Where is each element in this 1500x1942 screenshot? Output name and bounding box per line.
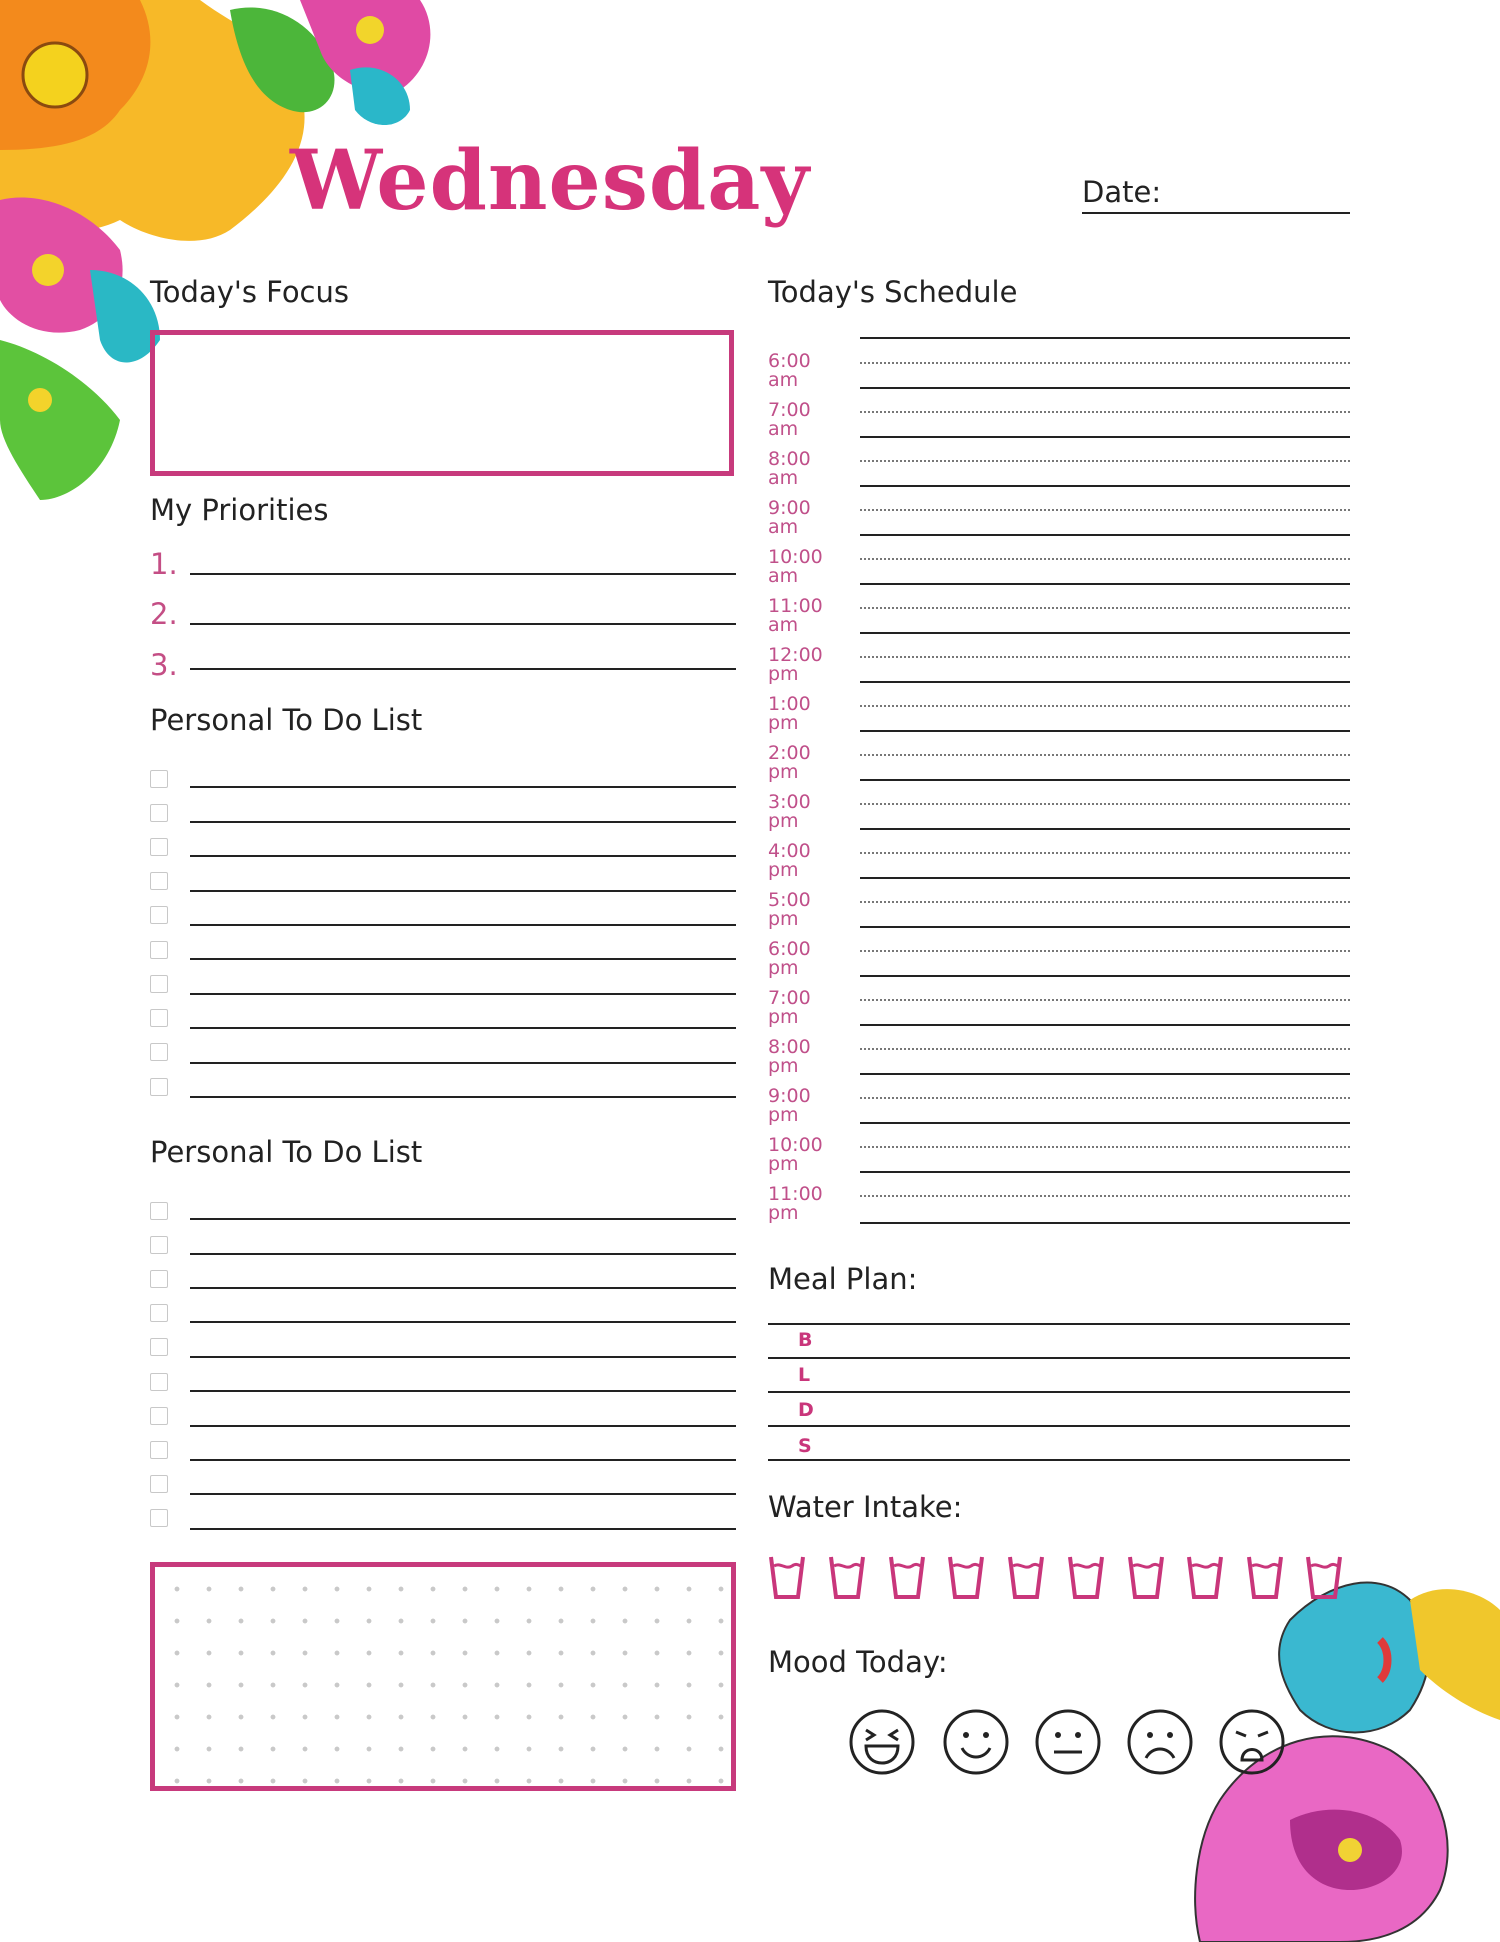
upset-face-icon[interactable]: [1218, 1708, 1286, 1776]
priority-number: 2.: [150, 597, 178, 631]
water-glass-icon[interactable]: [1007, 1554, 1045, 1600]
dot-grid-notes-box[interactable]: [150, 1562, 736, 1791]
meal-line[interactable]: [768, 1357, 1350, 1359]
schedule-line[interactable]: [860, 436, 1350, 438]
todo-line[interactable]: [190, 1425, 736, 1427]
schedule-line[interactable]: [860, 975, 1350, 977]
schedule-dotted-line[interactable]: [860, 1195, 1350, 1197]
meal-label-lunch: L: [798, 1364, 811, 1386]
todo-line[interactable]: [190, 1062, 736, 1064]
water-glass-icon[interactable]: [1127, 1554, 1165, 1600]
sad-face-icon[interactable]: [1126, 1708, 1194, 1776]
water-glass-icon[interactable]: [947, 1554, 985, 1600]
schedule-dotted-line[interactable]: [860, 901, 1350, 903]
todo-checkbox[interactable]: [150, 1338, 168, 1356]
todo-line[interactable]: [190, 1027, 736, 1029]
schedule-dotted-line[interactable]: [860, 803, 1350, 805]
todo-checkbox[interactable]: [150, 975, 168, 993]
todo-line[interactable]: [190, 1493, 736, 1495]
schedule-line[interactable]: [860, 1222, 1350, 1224]
todo-line[interactable]: [190, 1287, 736, 1289]
schedule-dotted-line[interactable]: [860, 460, 1350, 462]
schedule-line[interactable]: [860, 779, 1350, 781]
date-label: Date:: [1082, 175, 1162, 209]
schedule-line[interactable]: [860, 877, 1350, 879]
schedule-line[interactable]: [860, 1073, 1350, 1075]
todo-checkbox[interactable]: [150, 1509, 168, 1527]
schedule-dotted-line[interactable]: [860, 607, 1350, 609]
meal-plan-heading: Meal Plan:: [768, 1262, 918, 1296]
todo-list-heading: Personal To Do List: [150, 703, 423, 737]
laughing-face-icon[interactable]: [848, 1708, 916, 1776]
todo-line[interactable]: [190, 821, 736, 823]
schedule-dotted-line[interactable]: [860, 705, 1350, 707]
time-label: 7:00 pm: [768, 987, 811, 1028]
todo-checkbox[interactable]: [150, 1202, 168, 1220]
smiling-face-icon[interactable]: [942, 1708, 1010, 1776]
todo-line[interactable]: [190, 1253, 736, 1255]
time-label: 11:00 pm: [768, 1183, 823, 1224]
schedule-line[interactable]: [860, 681, 1350, 683]
schedule-line[interactable]: [860, 730, 1350, 732]
priorities-heading: My Priorities: [150, 493, 329, 527]
time-label: 1:00 pm: [768, 693, 811, 734]
water-glass-icon[interactable]: [1246, 1554, 1284, 1600]
time-label: 10:00 am: [768, 546, 823, 587]
schedule-dotted-line[interactable]: [860, 656, 1350, 658]
time-label: 9:00 am: [768, 497, 811, 538]
time-label: 7:00 am: [768, 399, 811, 440]
todo-line[interactable]: [190, 924, 736, 926]
priority-number: 3.: [150, 648, 178, 682]
water-glass-icon[interactable]: [1186, 1554, 1224, 1600]
todo-line[interactable]: [190, 1096, 736, 1098]
schedule-line[interactable]: [860, 485, 1350, 487]
schedule-dotted-line[interactable]: [860, 999, 1350, 1001]
schedule-line[interactable]: [860, 828, 1350, 830]
date-field[interactable]: [1082, 212, 1350, 214]
priority-line[interactable]: [190, 573, 736, 575]
todo-checkbox[interactable]: [150, 941, 168, 959]
priority-line[interactable]: [190, 668, 736, 670]
todo-line[interactable]: [190, 786, 736, 788]
neutral-face-icon[interactable]: [1034, 1708, 1102, 1776]
todo-checkbox[interactable]: [150, 1043, 168, 1061]
time-label: 4:00 pm: [768, 840, 811, 881]
time-label: 8:00 am: [768, 448, 811, 489]
schedule-line[interactable]: [860, 534, 1350, 536]
priority-number: 1.: [150, 547, 178, 581]
page-title: Wednesday: [290, 133, 810, 229]
todo-checkbox[interactable]: [150, 1304, 168, 1322]
meal-line[interactable]: [768, 1459, 1350, 1461]
todo-checkbox[interactable]: [150, 1475, 168, 1493]
schedule-line[interactable]: [860, 583, 1350, 585]
meal-label-dinner: D: [798, 1399, 814, 1421]
schedule-line[interactable]: [860, 387, 1350, 389]
todays-focus-heading: Today's Focus: [150, 275, 349, 309]
schedule-line[interactable]: [860, 1024, 1350, 1026]
todo-checkbox[interactable]: [150, 1009, 168, 1027]
time-label: 9:00 pm: [768, 1085, 811, 1126]
todo-checkbox[interactable]: [150, 1441, 168, 1459]
water-glass-icon[interactable]: [1067, 1554, 1105, 1600]
water-glass-icon[interactable]: [768, 1554, 806, 1600]
water-glass-icon[interactable]: [1305, 1554, 1343, 1600]
todo-list-heading: Personal To Do List: [150, 1135, 423, 1169]
time-label: 6:00 pm: [768, 938, 811, 979]
todo-line[interactable]: [190, 1528, 736, 1530]
todo-checkbox[interactable]: [150, 1373, 168, 1391]
water-intake-heading: Water Intake:: [768, 1490, 963, 1524]
schedule-dotted-line[interactable]: [860, 1048, 1350, 1050]
time-label: 11:00 am: [768, 595, 823, 636]
todo-line[interactable]: [190, 993, 736, 995]
schedule-dotted-line[interactable]: [860, 509, 1350, 511]
todo-checkbox[interactable]: [150, 838, 168, 856]
time-label: 6:00 am: [768, 350, 811, 391]
todo-checkbox[interactable]: [150, 906, 168, 924]
todo-line[interactable]: [190, 1218, 736, 1220]
schedule-dotted-line[interactable]: [860, 411, 1350, 413]
schedule-line[interactable]: [860, 926, 1350, 928]
schedule-line[interactable]: [860, 632, 1350, 634]
todo-line[interactable]: [190, 855, 736, 857]
time-label: 10:00 pm: [768, 1134, 823, 1175]
schedule-heading: Today's Schedule: [768, 275, 1018, 309]
todo-line[interactable]: [190, 1356, 736, 1358]
todo-checkbox[interactable]: [150, 1078, 168, 1096]
todo-checkbox[interactable]: [150, 770, 168, 788]
meal-label-snack: S: [798, 1435, 812, 1457]
todo-line[interactable]: [190, 1321, 736, 1323]
todo-checkbox[interactable]: [150, 804, 168, 822]
meal-label-breakfast: B: [798, 1329, 813, 1351]
schedule-line[interactable]: [860, 1171, 1350, 1173]
todo-checkbox[interactable]: [150, 1236, 168, 1254]
time-label: 12:00 pm: [768, 644, 823, 685]
meal-line[interactable]: [768, 1425, 1350, 1427]
schedule-line[interactable]: [860, 337, 1350, 339]
todays-focus-box[interactable]: [150, 330, 734, 476]
time-label: 5:00 pm: [768, 889, 811, 930]
mood-heading: Mood Today:: [768, 1645, 948, 1679]
schedule-dotted-line[interactable]: [860, 950, 1350, 952]
meal-line[interactable]: [768, 1323, 1350, 1325]
schedule-dotted-line[interactable]: [860, 852, 1350, 854]
time-label: 8:00 pm: [768, 1036, 811, 1077]
meal-line[interactable]: [768, 1391, 1350, 1393]
schedule-dotted-line[interactable]: [860, 1146, 1350, 1148]
water-glass-icon[interactable]: [888, 1554, 926, 1600]
todo-checkbox[interactable]: [150, 1270, 168, 1288]
todo-line[interactable]: [190, 890, 736, 892]
todo-line[interactable]: [190, 1459, 736, 1461]
todo-checkbox[interactable]: [150, 872, 168, 890]
schedule-line[interactable]: [860, 1122, 1350, 1124]
todo-line[interactable]: [190, 1390, 736, 1392]
schedule-dotted-line[interactable]: [860, 558, 1350, 560]
todo-line[interactable]: [190, 958, 736, 960]
schedule-dotted-line[interactable]: [860, 1097, 1350, 1099]
todo-checkbox[interactable]: [150, 1407, 168, 1425]
time-label: 2:00 pm: [768, 742, 811, 783]
schedule-dotted-line[interactable]: [860, 362, 1350, 364]
water-glass-icon[interactable]: [828, 1554, 866, 1600]
time-label: 3:00 pm: [768, 791, 811, 832]
schedule-dotted-line[interactable]: [860, 754, 1350, 756]
priority-line[interactable]: [190, 623, 736, 625]
